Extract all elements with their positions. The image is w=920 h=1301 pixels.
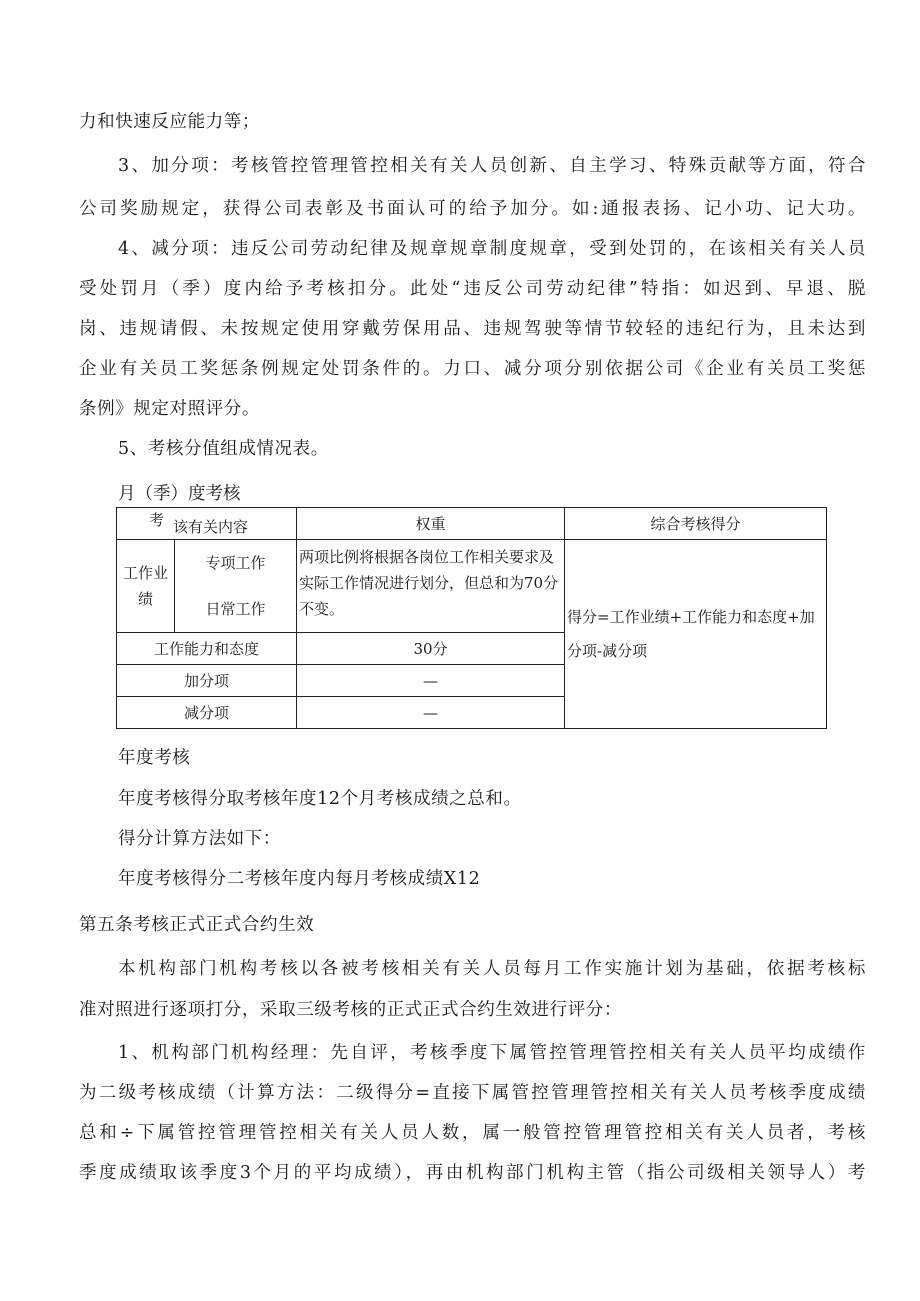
weight-description: 两项比例将根据各岗位工作相关要求及实际工作情况进行划分，但总和为70分不变。 bbox=[297, 540, 565, 633]
paragraph-line: 受处罚月（季）度内给予考核扣分。此处“违反公司劳动纪律”特指：如迟到、早退、脱 bbox=[79, 279, 866, 299]
section-heading: 第五条考核正式正式合约生效 bbox=[79, 915, 315, 935]
deduct-label: 减分项 bbox=[117, 697, 297, 729]
paragraph-line: 季度成绩取该季度3个月的平均成绩），再由机构部门机构主管（指公司级相关领导人）考 bbox=[79, 1163, 866, 1183]
bonus-weight: — bbox=[297, 665, 565, 697]
deduct-weight: — bbox=[297, 697, 565, 729]
paragraph-line: 3、加分项：考核管控管理管控相关有关人员创新、自主学习、特殊贡献等方面，符合 bbox=[118, 156, 866, 176]
header-score: 综合考核得分 bbox=[565, 508, 827, 540]
ability-weight: 30分 bbox=[297, 633, 565, 665]
paragraph-line: 本机构部门机构考核以各被考核相关有关人员每月工作实施计划为基础，依据考核标 bbox=[118, 959, 866, 979]
paragraph-line: 年度考核 bbox=[118, 748, 191, 768]
paragraph-line: 4、减分项：违反公司劳动纪律及规章规章制度规章，受到处罚的，在该相关有关人员 bbox=[118, 239, 866, 259]
paragraph-line: 岗、违规请假、未按规定使用穿戴劳保用品、违规驾驶等情节较轻的违纪行为，且未达到 bbox=[79, 319, 866, 339]
work-performance-cell: 工作业绩 bbox=[117, 540, 175, 633]
bonus-label: 加分项 bbox=[117, 665, 297, 697]
paragraph-line: 得分计算方法如下： bbox=[118, 829, 281, 849]
paragraph-line: 总和÷下属管控管理管控相关有关人员人数，属一般管控管理管控相关有关人员者，考核 bbox=[79, 1123, 866, 1143]
paragraph-line: 年度考核得分二考核年度内每月考核成绩X12 bbox=[118, 869, 481, 889]
table-row bbox=[117, 540, 827, 633]
paragraph-line: 条例》规定对照评分。 bbox=[79, 399, 260, 419]
work-subitems-cell bbox=[175, 540, 297, 633]
paragraph-line: 公司奖励规定，获得公司表彰及书面认可的给予加分。如:通报表扬、记小功、记大功。 bbox=[79, 199, 866, 219]
header-content: 该有关内容 bbox=[173, 518, 249, 536]
header-kao: 考 bbox=[149, 511, 165, 529]
daily-work-label: 日常工作 bbox=[205, 600, 266, 618]
paragraph-line: 年度考核得分取考核年度12个月考核成绩之总和。 bbox=[118, 789, 522, 809]
special-work-label: 专项工作 bbox=[205, 554, 266, 572]
table-caption: 月（季）度考核 bbox=[118, 484, 241, 504]
assessment-table bbox=[116, 507, 827, 729]
header-content-cell bbox=[117, 508, 297, 540]
paragraph-line: 准对照进行逐项打分，采取三级考核的正式正式合约生效进行评分： bbox=[79, 1000, 622, 1020]
paragraph-line: 1、机构部门机构经理：先自评，考核季度下属管控管理管控相关有关人员平均成绩作 bbox=[118, 1043, 866, 1063]
paragraph-line: 为二级考核成绩（计算方法：二级得分=直接下属管控管理管控相关有关人员考核季度成绩 bbox=[79, 1083, 866, 1103]
header-weight: 权重 bbox=[297, 508, 565, 540]
ability-label: 工作能力和态度 bbox=[117, 633, 297, 665]
paragraph-line: 企业有关员工奖惩条例规定处罚条件的。力口、减分项分别依据公司《企业有关员工奖惩 bbox=[79, 359, 866, 379]
table-header-row bbox=[117, 508, 827, 540]
paragraph-line: 5、考核分值组成情况表。 bbox=[118, 439, 329, 459]
paragraph-line: 力和快速反应能力等； bbox=[79, 112, 260, 132]
score-formula: 得分=工作业绩+工作能力和态度+加分项-减分项 bbox=[565, 540, 827, 729]
